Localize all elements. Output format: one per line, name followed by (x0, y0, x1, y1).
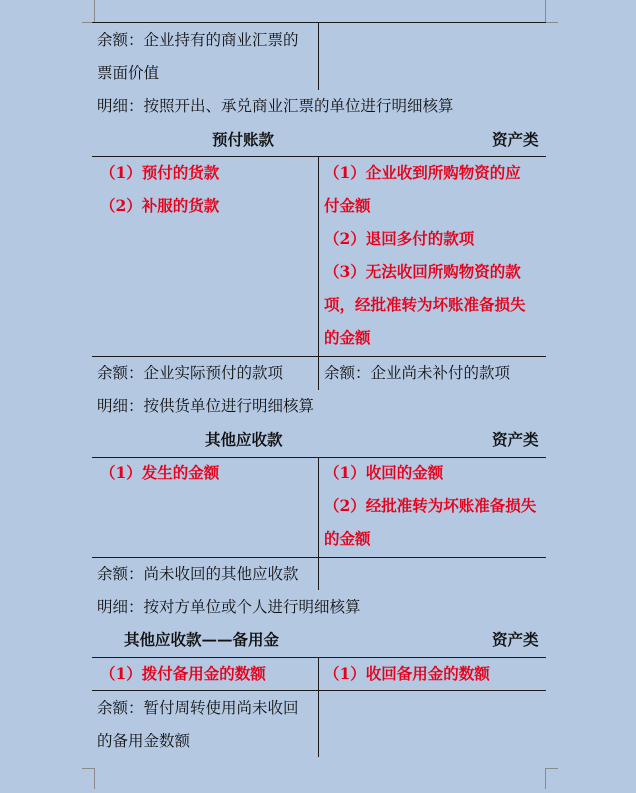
other-category: 资产类 (492, 430, 539, 449)
bills-balance-line-2: 票面价值 (97, 64, 160, 82)
other-balance-left: 余额：尚未收回的其他应收款 (97, 565, 299, 583)
prepaid-credit-line-6: 的金额 (324, 328, 371, 347)
table-rule (92, 156, 546, 157)
other-debit-1: （1）发生的金额 (100, 463, 220, 482)
petty-category: 资产类 (492, 630, 539, 649)
petty-debit-1: （1）拨付备用金的数额 (100, 664, 266, 683)
prepaid-debit-2: （2）补服的货款 (100, 196, 220, 215)
t-account-divider (318, 657, 319, 757)
table-rule (92, 457, 546, 458)
prepaid-debit-1: （1）预付的货款 (100, 163, 220, 182)
prepaid-category: 资产类 (492, 130, 539, 149)
prepaid-credit-line-1: （1）企业收到所购物资的应 (324, 163, 521, 182)
table-rule (92, 657, 546, 658)
t-account-divider (318, 457, 319, 590)
petty-balance-line-2: 的备用金数额 (97, 732, 191, 750)
prepaid-balance-right: 余额：企业尚未补付的款项 (324, 364, 511, 382)
table-rule (92, 557, 546, 558)
crop-mark-bottom-left (82, 768, 95, 789)
t-account-divider (318, 22, 319, 90)
petty-balance-line-1: 余额：暂付周转使用尚未收回 (97, 699, 299, 717)
crop-mark-top-left (82, 0, 95, 23)
crop-mark-bottom-right (545, 768, 558, 789)
t-account-divider (318, 156, 319, 390)
bills-detail-note: 明细：按照开出、承兑商业汇票的单位进行明细核算 (97, 97, 454, 115)
table-rule (92, 22, 546, 23)
other-credit-line-2: （2）经批准转为坏账准备损失 (324, 496, 537, 515)
petty-title: 其他应收款——备用金 (124, 630, 280, 649)
table-rule (92, 690, 546, 691)
other-credit-line-1: （1）收回的金额 (324, 463, 444, 482)
other-detail-note: 明细：按对方单位或个人进行明细核算 (97, 598, 361, 616)
prepaid-credit-line-3: （2）退回多付的款项 (324, 229, 475, 248)
petty-credit-1: （1）收回备用金的数额 (324, 664, 490, 683)
other-credit-line-3: 的金额 (324, 529, 371, 548)
prepaid-detail-note: 明细：按供货单位进行明细核算 (97, 397, 315, 415)
other-title: 其他应收款 (205, 430, 283, 449)
prepaid-credit-line-4: （3）无法收回所购物资的款 (324, 262, 521, 281)
crop-mark-top-right (545, 0, 558, 23)
bills-balance-line-1: 余额：企业持有的商业汇票的 (97, 31, 299, 49)
prepaid-credit-line-2: 付金额 (324, 196, 371, 215)
table-rule (92, 356, 546, 357)
prepaid-title: 预付账款 (212, 130, 275, 149)
prepaid-balance-left: 余额：企业实际预付的款项 (97, 364, 284, 382)
prepaid-credit-line-5: 项，经批准转为坏账准备损失 (324, 295, 526, 314)
